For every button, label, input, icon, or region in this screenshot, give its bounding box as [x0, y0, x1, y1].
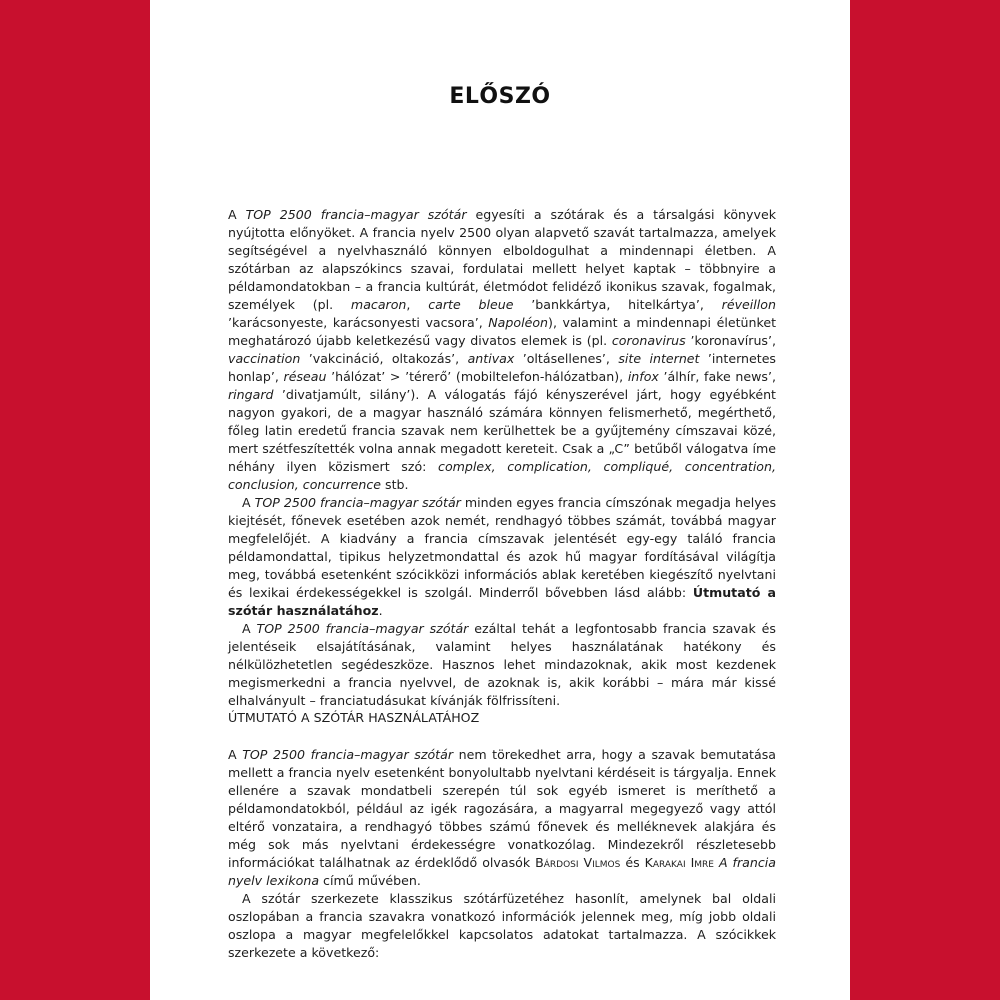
- example-word: antivax: [467, 351, 515, 366]
- text-span: ’internetes honlap’,: [228, 351, 776, 384]
- author-name: Bárdosi Vilmos: [535, 855, 621, 870]
- text-span: .: [378, 603, 383, 618]
- author-name: Karakai Imre: [644, 855, 714, 870]
- text-span: A: [228, 747, 243, 762]
- referenced-book-title: A francia nyelv lexikona: [228, 855, 776, 888]
- guide-heading: ÚTMUTATÓ A SZÓTÁR HASZNÁLATÁHOZ: [228, 710, 480, 725]
- example-word-list: complex, complication, compliqué, concentration, conclusion, concurrence: [228, 459, 777, 492]
- text-span: nem törekedhet arra, hogy a szavak bemutatása mellett a francia nyelv esetenként bonyolultabb nyelvtani kérdéseit is tárgyalja. Ennek ellenére a szavak mondatbeli szerepén túl sok egyéb ismeret is meríthető a példamondatokból, például az igék ragozására, a magyarral megegyező vagy attól eltérő vonzataira, a rendhagyó többes számú főnevek és melléknevek alakjára és még sok más nyelvtani érdekességre vonatkozólag. Mindezekről részletesebb információkat találhatnak az érdeklődő olvasók: [228, 747, 776, 870]
- paragraph-5: A szótár szerkezete klasszikus szótárfüzetéhez hasonlít, amelynek bal oldali oszlopában a francia szavakra vonatkozó információk jelennek meg, míg jobb oldali oszlopa a magyar megfelelőkkel kapcsolatos adatokat tartalmazza. A szócikkek szerkezete a következő:: [228, 891, 776, 960]
- example-word: ringard: [228, 387, 274, 402]
- example-word: infox: [627, 369, 659, 384]
- guide-reference: Útmutató a szótár használatához: [228, 585, 776, 618]
- text-span: ’koronavírus’,: [685, 333, 776, 348]
- example-word: vaccination: [228, 351, 301, 366]
- page-title: ELŐSZÓ: [449, 84, 551, 109]
- text-span: A: [228, 207, 246, 222]
- text-span: ’divatjamúlt, silány’). A válogatás fájó kényszerével járt, hogy egyébként nagyon gyakori, de a magyar használó számára könnyen felismerhető, megérthető, főleg latin eredetű francia szavak nem kerülhettek be a gyűjtemény címszavai közé, mert szétfeszítették volna annak megadott kereteit. Csak a „C” betűből válogatva íme néhány ilyen közismert szó:: [228, 387, 776, 474]
- text-span: ’álhír, fake news’,: [658, 369, 776, 384]
- example-word: macaron: [350, 297, 407, 312]
- text-span: ’karácsonyeste, karácsonyesti vacsora’,: [228, 315, 489, 330]
- example-word: réveillon: [721, 297, 776, 312]
- book-title: TOP 2500 francia–magyar szótár: [256, 621, 469, 636]
- text-span: ’vakcináció, oltakozás’,: [300, 351, 468, 366]
- paragraph-2: [228, 494, 776, 620]
- example-word: réseau: [283, 369, 327, 384]
- text-span: című művében.: [319, 873, 421, 888]
- paragraph-3: [228, 620, 776, 710]
- page: [150, 0, 850, 1000]
- text-span: ’bankkártya, hitelkártya’,: [513, 297, 722, 312]
- book-title: TOP 2500 francia–magyar szótár: [242, 747, 453, 762]
- text-span: ), valamint a mindennapi életünket meghatározó újabb keletkezésű vagy divatos elemek is (pl.: [228, 315, 777, 348]
- text-span: ,: [406, 297, 429, 312]
- text-span: A: [242, 495, 255, 510]
- text-span: minden egyes francia címszónak megadja helyes kiejtését, főnevek esetében azok nemét, rendhagyó többes számát, továbbá magyar megfelelőjét. A kiadvány a francia címszavak jelentését egy-egy találó francia példamondattal, tipikus helyzetmondattal és azok hű magyar fordításával világítja meg, továbbá esetenként szócikközi információs ablak keretében kiegészítő nyelvtani és lexikai érdekességekkel is szolgál. Minderről bővebben lásd alább:: [228, 495, 777, 600]
- book-title: TOP 2500 francia–magyar szótár: [254, 495, 461, 510]
- text-span: és: [620, 855, 645, 870]
- text-span: ’oltásellenes’,: [514, 351, 619, 366]
- example-word: site internet: [618, 351, 700, 366]
- paragraph-1: [228, 206, 776, 494]
- book-title: TOP 2500 francia–magyar szótár: [245, 207, 467, 222]
- foreword-text: [228, 206, 776, 710]
- text-span: egyesíti a szótárak és a társalgási könyvek nyújtotta előnyöket. A francia nyelv 2500 olyan alapvető szavát tartalmazza, amelyek segítségével a nyelvhasználó könnyen elboldogulhat a mindennapi életben. A szótárban az alapszókincs szavai, fordulatai mellett helyet kaptak – többnyire a példamondatokban – a francia kultúrát, életmódot felidéző ikonikus szavak, fogalmak, személyek (pl.: [228, 207, 776, 312]
- example-word: Napoléon: [488, 315, 549, 330]
- paragraph-4: [228, 746, 776, 890]
- text-span: ’hálózat’ > ’térerő’ (mobiltelefon-hálózatban),: [326, 369, 628, 384]
- text-span: stb.: [381, 477, 409, 492]
- example-word: carte bleue: [428, 297, 514, 312]
- text-span: ezáltal tehát a legfontosabb francia szavak és jelentéseik elsajátításának, valamint helyes használatának hatékony és nélkülözhetetlen segédeszköze. Hasznos lehet mindazoknak, akik most kezdenek megismerkedni a francia nyelvvel, de azoknak is, akik korábbi – mára már kissé elhalványult – franciatudásukat kívánják fölfrissíteni.: [228, 621, 776, 708]
- guide-text: [228, 746, 776, 962]
- text-span: A: [242, 621, 257, 636]
- example-word: coronavirus: [611, 333, 686, 348]
